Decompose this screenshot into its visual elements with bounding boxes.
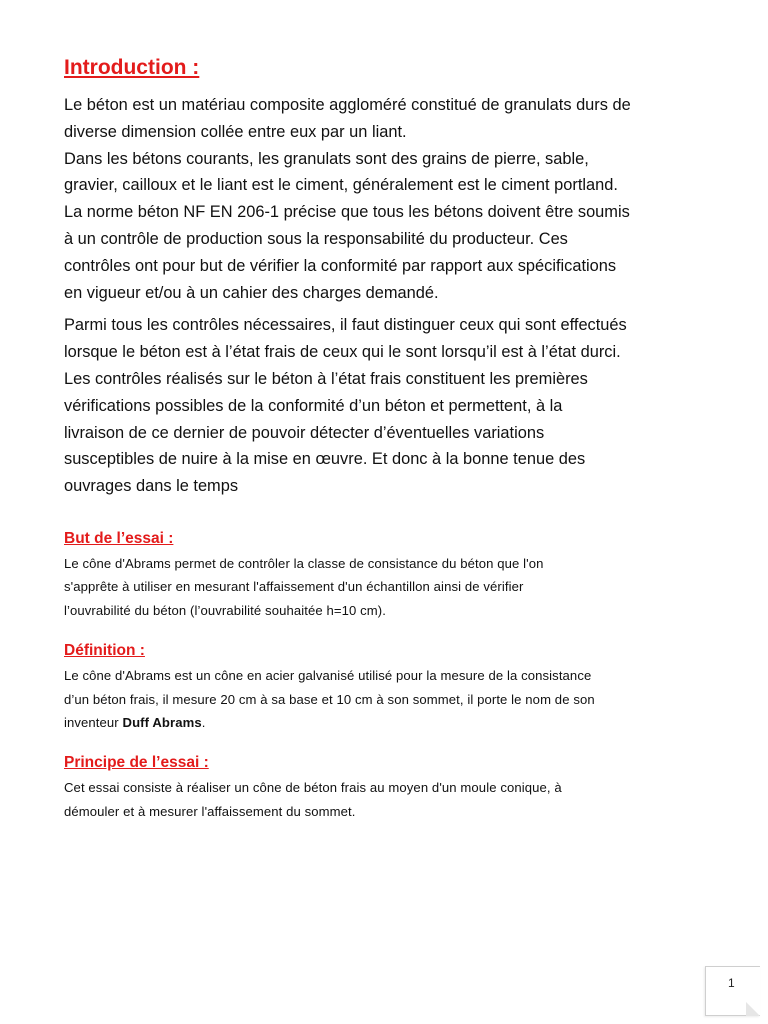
principe-heading: Principe de l’essai : [64, 754, 209, 772]
intro-p2-line-4: vérifications possibles de la conformité d’un béton et permettent, à la [64, 396, 563, 415]
but-paragraph [64, 552, 724, 622]
intro-p2-line-1: Parmi tous les contrôles nécessaires, il faut distinguer ceux qui sont effectués [64, 316, 627, 335]
definition-line-2: d’un béton frais, il mesure 20 cm à sa base et 10 cm à son sommet, il porte le nom de son [64, 691, 595, 707]
intro-p1-line-7: contrôles ont pour but de vérifier la conformité par rapport aux spécifications [64, 256, 617, 275]
intro-p1-line-4: gravier, cailloux et le liant est le ciment, généralement est le ciment portland. [64, 176, 618, 195]
intro-p2-line-2: lorsque le béton est à l’état frais de ceux qui le sont lorsqu’il est à l’état durci. [64, 343, 621, 362]
intro-p1-line-2: diverse dimension collée entre eux par un liant. [64, 122, 407, 141]
principe-paragraph [64, 776, 724, 823]
definition-line-3-suffix: . [201, 714, 206, 730]
intro-p1-line-5: La norme béton NF EN 206-1 précise que tous les bétons doivent être soumis [64, 203, 630, 222]
but-line-1: Le cône d'Abrams permet de contrôler la classe de consistance du béton que l'on [64, 555, 544, 571]
intro-p2-line-7: ouvrages dans le temps [64, 477, 239, 496]
intro-p1-line-3: Dans les bétons courants, les granulats sont des grains de pierre, sable, [64, 149, 589, 168]
introduction-heading: Introduction : [64, 56, 200, 79]
intro-p1-line-1: Le béton est un matériau composite aggloméré constitué de granulats durs de [64, 96, 631, 114]
intro-p2-line-6: susceptibles de nuire à la mise en œuvre. Et donc à la bonne tenue des [64, 450, 586, 469]
intro-p2-line-5: livraison de ce dernier de pouvoir détecter d’éventuelles variations [64, 423, 545, 442]
principe-line-2: démouler et à mesurer l'affaissement du sommet. [64, 803, 356, 819]
document-page [64, 56, 724, 823]
intro-p2-line-3: Les contrôles réalisés sur le béton à l’état frais constituent les premières [64, 369, 588, 388]
principe-line-1: Cet essai consiste à réaliser un cône de béton frais au moyen d'un moule conique, à [64, 780, 562, 796]
intro-p1-line-8: en vigueur et/ou à un cahier des charges demandé. [64, 283, 439, 302]
definition-line-1: Le cône d'Abrams est un cône en acier galvanisé utilisé pour la mesure de la consistance [64, 668, 592, 684]
definition-line-3-prefix: inventeur [64, 714, 123, 730]
intro-p1-line-6: à un contrôle de production sous la responsabilité du producteur. Ces [64, 229, 568, 248]
but-heading: But de l’essai : [64, 529, 174, 547]
but-line-3: l’ouvrabilité du béton (l’ouvrabilité souhaitée h=10 cm). [64, 602, 386, 618]
definition-paragraph [64, 664, 724, 734]
introduction-paragraph-2 [64, 312, 724, 500]
page-number-box [705, 966, 760, 1016]
but-line-2: s'apprête à utiliser en mesurant l'affaissement d'un échantillon ainsi de vérifier [64, 579, 524, 595]
page-number: 1 [728, 976, 735, 990]
introduction-paragraph-1 [64, 92, 724, 306]
inventor-name: Duff Abrams [122, 714, 202, 730]
definition-heading: Définition : [64, 642, 145, 660]
